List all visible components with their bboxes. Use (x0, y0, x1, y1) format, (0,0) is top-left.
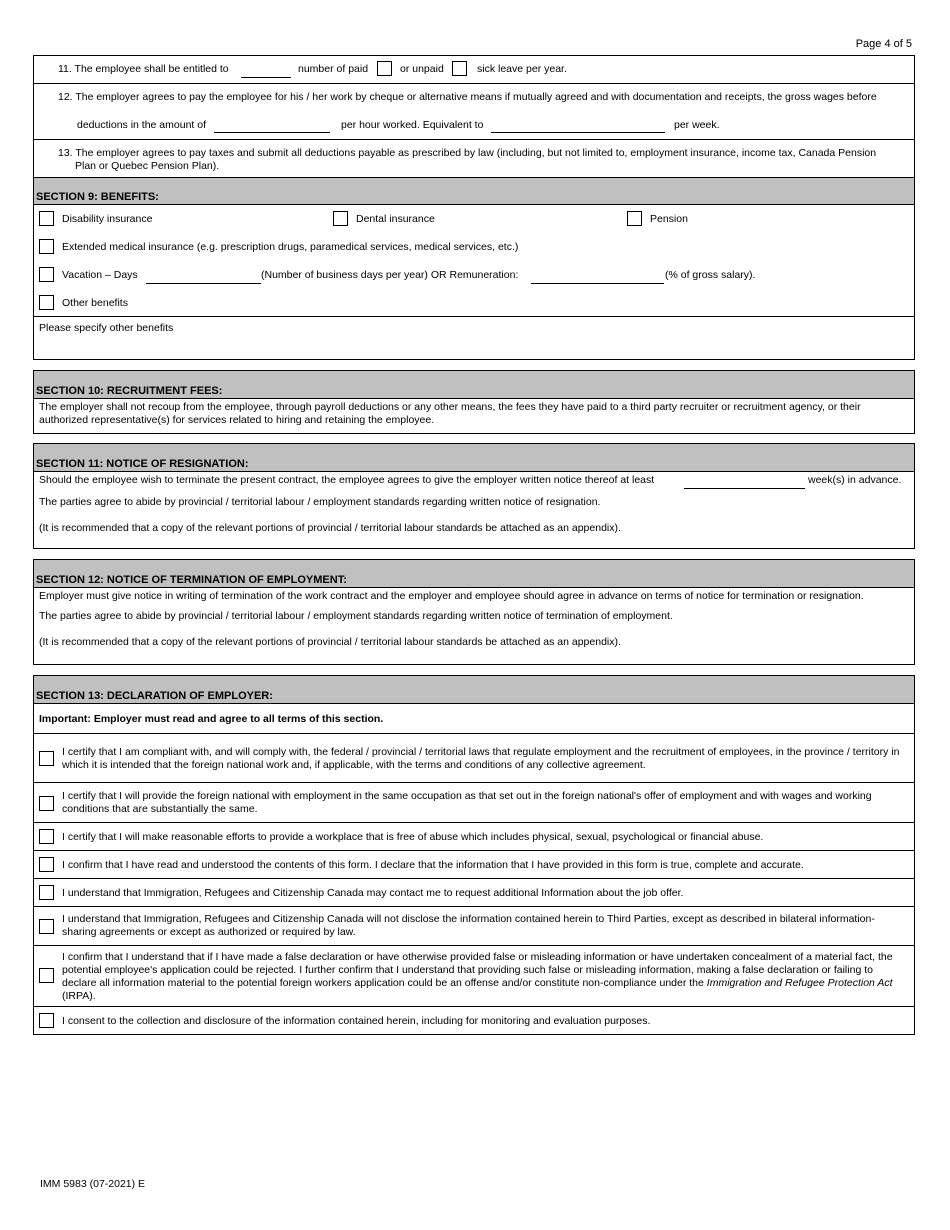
other-benefits-checkbox[interactable] (39, 295, 54, 310)
declaration-item-4: I confirm that I have read and understood the contents of this form. I declare that the information that I have provided in this form is true, complete and accurate. (62, 859, 804, 871)
divider (34, 906, 914, 907)
item11-mid: number of paid (298, 63, 369, 75)
declaration-checkbox-1[interactable] (39, 751, 54, 766)
declaration-checkbox-3[interactable] (39, 829, 54, 844)
declaration-checkbox-5[interactable] (39, 885, 54, 900)
divider (34, 878, 914, 879)
section11-box (33, 443, 915, 549)
divider (34, 1006, 914, 1007)
section11-header (34, 444, 914, 472)
vacation-suffix: (% of gross salary). (665, 269, 756, 281)
declaration-checkbox-6[interactable] (39, 919, 54, 934)
paid-sick-leave-checkbox[interactable] (377, 61, 392, 76)
declaration-checkbox-2[interactable] (39, 796, 54, 811)
page-number: Page 4 of 5 (855, 38, 912, 50)
dental-insurance-label: Dental insurance (356, 213, 435, 225)
termination-line1: Employer must give notice in writing of termination of the work contract and the employer and employee should agree in advance on terms of notice for termination or resignation. (39, 590, 864, 602)
item11-or-unpaid: or unpaid (400, 63, 444, 75)
hourly-wage-field[interactable] (214, 118, 330, 133)
divider (34, 139, 914, 140)
declaration-checkbox-7[interactable] (39, 968, 54, 983)
declaration-item-6: I understand that Immigration, Refugees and Citizenship Canada will not disclose the information contained herein to Third Parties, except as described in bilateral information-sharing agreements or except as authorized or required by law. (62, 913, 875, 938)
section9-header (34, 177, 914, 205)
section12-header (34, 560, 914, 588)
declaration-important: Important: Employer must read and agree to all terms of this section. (39, 713, 384, 725)
resignation-line2: The parties agree to abide by provincial / territorial labour / employment standards regarding written notice of resignation. (39, 496, 601, 508)
section9-title: SECTION 9: BENEFITS: (36, 191, 159, 203)
declaration-checkbox-8[interactable] (39, 1013, 54, 1028)
irpa-act-name: Immigration and Refugee Protection Act (706, 977, 893, 989)
weekly-wage-field[interactable] (491, 118, 665, 133)
vacation-label: Vacation – Days (62, 269, 138, 281)
section12-title: SECTION 12: NOTICE OF TERMINATION OF EMPLOYMENT: (36, 574, 347, 586)
item11-prefix: 11. The employee shall be entitled to (58, 63, 229, 75)
divider (34, 733, 914, 734)
section10-box (33, 370, 915, 434)
divider (34, 316, 914, 317)
termination-line2: The parties agree to abide by provincial / territorial labour / employment standards regarding written notice of termination of employment. (39, 610, 673, 622)
terms-and-benefits-box (33, 55, 915, 360)
divider (34, 822, 914, 823)
item12-line1: 12. The employer agrees to pay the employee for his / her work by cheque or alternative means if mutually agreed and with documentation and receipts, the gross wages before (58, 91, 877, 103)
unpaid-sick-leave-checkbox[interactable] (452, 61, 467, 76)
extended-medical-label: Extended medical insurance (e.g. prescription drugs, paramedical services, medical services, etc.) (62, 241, 519, 253)
section13-title: SECTION 13: DECLARATION OF EMPLOYER: (36, 690, 273, 702)
divider (34, 850, 914, 851)
declaration-item-7 (62, 951, 909, 1003)
pension-checkbox[interactable] (627, 211, 642, 226)
sick-leave-days-field[interactable] (241, 64, 291, 78)
section13-header (34, 676, 914, 704)
resignation-line1: Should the employee wish to terminate the present contract, the employee agrees to give the employer written notice thereof at least (39, 474, 655, 486)
section10-header (34, 371, 914, 399)
dental-insurance-checkbox[interactable] (333, 211, 348, 226)
notice-weeks-field[interactable] (684, 474, 805, 489)
pension-label: Pension (650, 213, 688, 225)
item12-per-week: per week. (674, 119, 720, 131)
item13-line2: Plan or Quebec Pension Plan). (75, 160, 220, 172)
declaration-item-5: I understand that Immigration, Refugees and Citizenship Canada may contact me to request additional Information about the job offer. (62, 887, 684, 899)
declaration-item-1: I certify that I am compliant with, and will comply with, the federal / provincial / territorial laws that regulate employment and the recruitment of employees, in the province / territory in which it is intended that the foreign national work and, if applicable, with the terms and conditions of any collective agreement. (62, 746, 900, 771)
extended-medical-checkbox[interactable] (39, 239, 54, 254)
divider (34, 945, 914, 946)
section13-box (33, 675, 915, 1035)
form-code: IMM 5983 (07-2021) E (40, 1178, 146, 1190)
declaration-item-7-text: I confirm that I understand that if I have made a false declaration or have otherwise provided false or misleading information or have undertaken concealment of a material fact, the potential employee's application could be rejected. I further confirm that I understand that providing such false or misleading information, making a false declaration or failing to declare all information material to the potential foreign workers application could be an offense and/or constitute non-compliance under the (62, 951, 893, 989)
specify-benefits-field[interactable] (39, 336, 909, 354)
divider (34, 83, 914, 84)
divider (34, 782, 914, 783)
item12-deductions-label: deductions in the amount of (77, 119, 207, 131)
resignation-weeks-label: week(s) in advance. (808, 474, 902, 486)
declaration-item-2: I certify that I will provide the foreign national with employment in the same occupation as that set out in the foreign national's offer of employment and with wages and working conditions that are substantially the same. (62, 790, 872, 815)
vacation-checkbox[interactable] (39, 267, 54, 282)
vacation-days-field[interactable] (146, 269, 261, 284)
other-benefits-label: Other benefits (62, 297, 128, 309)
declaration-item-7-end: (IRPA). (62, 990, 96, 1002)
item13-line1: 13. The employer agrees to pay taxes and submit all deductions payable as prescribed by law (including, but not limited to, employment insurance, income tax, Canada Pension (58, 147, 877, 159)
section12-box (33, 559, 915, 665)
section10-title: SECTION 10: RECRUITMENT FEES: (36, 385, 223, 397)
remuneration-field[interactable] (531, 269, 664, 284)
item11-suffix: sick leave per year. (477, 63, 567, 75)
termination-line3: (It is recommended that a copy of the relevant portions of provincial / territorial labour standards be attached as an appendix). (39, 636, 621, 648)
declaration-item-3: I certify that I will make reasonable efforts to provide a workplace that is free of abuse which includes physical, sexual, psychological or financial abuse. (62, 831, 764, 843)
section11-title: SECTION 11: NOTICE OF RESIGNATION: (36, 458, 249, 470)
item12-per-hour: per hour worked. Equivalent to (341, 119, 484, 131)
vacation-mid-label: (Number of business days per year) OR Remuneration: (261, 269, 519, 281)
resignation-line3: (It is recommended that a copy of the relevant portions of provincial / territorial labour standards be attached as an appendix). (39, 522, 621, 534)
specify-benefits-label: Please specify other benefits (39, 322, 174, 334)
declaration-item-8: I consent to the collection and disclosure of the information contained herein, including for monitoring and evaluation purposes. (62, 1015, 651, 1027)
disability-insurance-label: Disability insurance (62, 213, 153, 225)
section10-text: The employer shall not recoup from the employee, through payroll deductions or any other means, the fees they have paid to a third party recruiter or recruitment agency, or their authorized representative(s) for services related to hiring and retaining the employee. (39, 401, 861, 426)
declaration-checkbox-4[interactable] (39, 857, 54, 872)
disability-insurance-checkbox[interactable] (39, 211, 54, 226)
